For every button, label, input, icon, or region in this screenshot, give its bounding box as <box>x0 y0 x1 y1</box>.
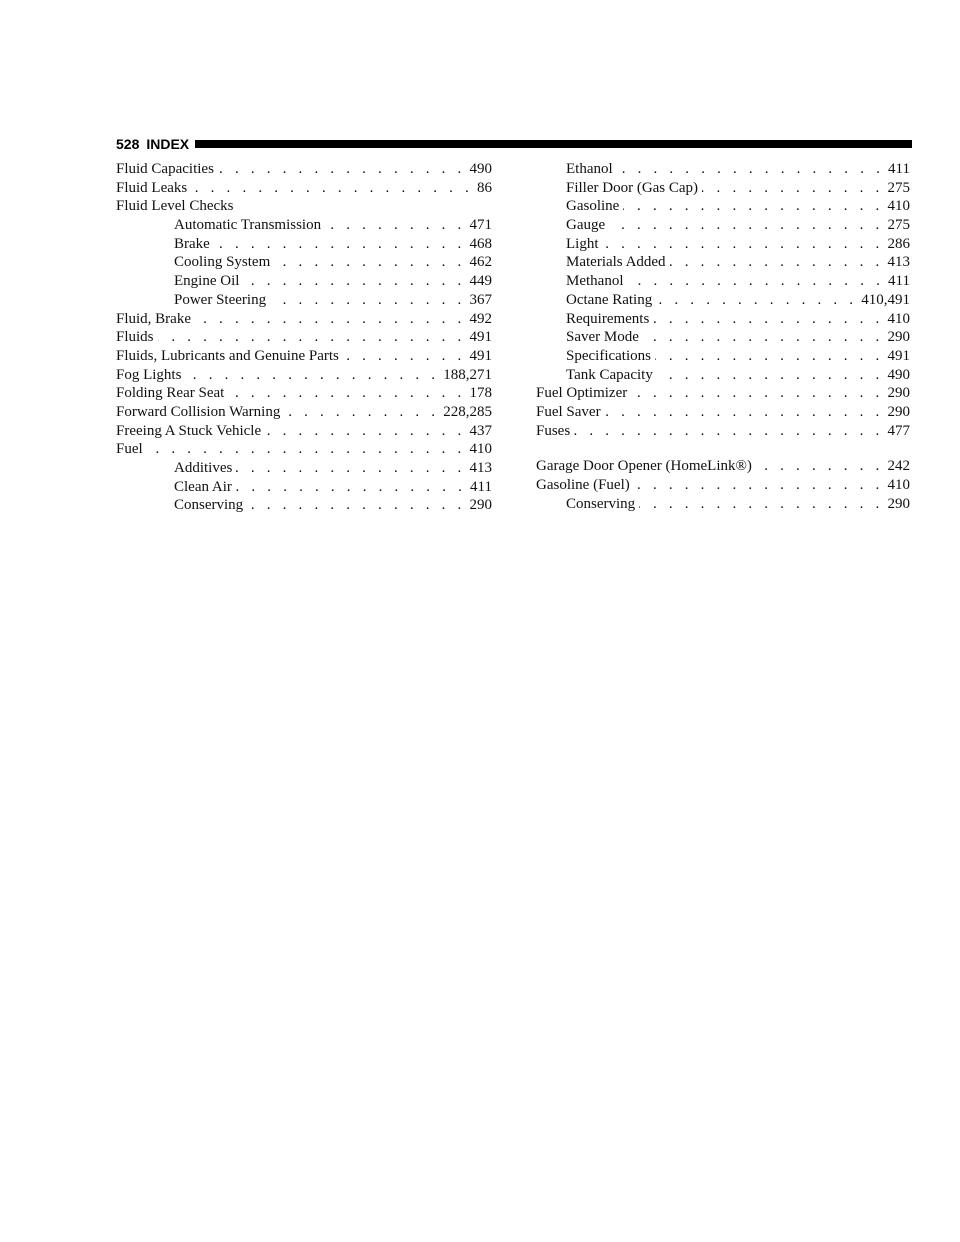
index-entry <box>536 422 910 441</box>
index-entry <box>116 366 492 385</box>
index-entry-label: Freeing A Stuck Vehicle <box>116 422 262 439</box>
dot-leader <box>343 347 466 366</box>
index-column-right <box>536 160 910 513</box>
index-page-ref: 413 <box>469 460 492 476</box>
index-entry <box>116 440 492 459</box>
index-entry-label: Tank Capacity <box>566 366 653 383</box>
index-page-ref: 491 <box>887 347 910 364</box>
index-page-ref: 410 <box>887 310 910 327</box>
dot-leader <box>158 328 466 347</box>
index-page-ref: 410 <box>469 441 492 458</box>
index-page-ref: 491 <box>469 347 492 364</box>
index-page-ref: 290 <box>887 329 910 346</box>
dot-leader <box>631 384 883 403</box>
index-entry-label: Fuel Optimizer <box>536 385 628 402</box>
index-entry-label: Power Steering <box>174 291 267 308</box>
dot-leader <box>702 179 883 198</box>
index-page-ref: 411 <box>470 478 492 495</box>
index-subentry <box>116 291 492 310</box>
dot-leader <box>617 160 884 179</box>
index-entry <box>536 457 910 476</box>
index-entry <box>116 384 492 403</box>
index-subentry <box>536 253 910 272</box>
dot-leader <box>214 235 466 254</box>
dot-leader <box>247 496 465 515</box>
index-entry-label: Gauge <box>566 217 606 234</box>
index-page-ref: 477 <box>887 422 910 439</box>
dot-leader <box>603 235 884 254</box>
index-subentry <box>536 291 910 310</box>
index-entry-label: Engine Oil <box>174 273 240 290</box>
dot-leader <box>655 347 884 366</box>
index-entry <box>536 384 910 403</box>
dot-leader <box>657 366 884 385</box>
index-page-ref: 275 <box>887 179 910 196</box>
index-entry-label: Cooling System <box>174 254 271 271</box>
index-page-ref: 286 <box>887 235 910 252</box>
dot-leader <box>605 403 884 422</box>
index-entry <box>116 160 492 179</box>
index-entry-label: Saver Mode <box>566 329 639 346</box>
index-subentry <box>116 459 492 478</box>
index-entry <box>116 403 492 422</box>
index-page-ref: 410 <box>887 477 910 493</box>
index-entry-label: Fluid, Brake <box>116 310 191 327</box>
index-page-ref: 290 <box>469 497 492 514</box>
index-entry-label: Requirements <box>566 310 650 327</box>
dot-leader <box>236 459 465 478</box>
index-subentry <box>536 179 910 198</box>
index-entry-label: Fluids, Lubricants and Genuine Parts <box>116 347 339 364</box>
index-page-ref: 188,271 <box>443 366 492 383</box>
index-page-ref: 275 <box>887 217 910 234</box>
index-entry <box>116 328 492 347</box>
index-page-ref: 228,285 <box>443 403 492 420</box>
dot-leader <box>670 253 884 272</box>
index-page-ref: 290 <box>887 495 910 512</box>
index-entry-label: Octane Rating <box>566 291 653 308</box>
index-subentry <box>536 347 910 366</box>
index-entry-label: Brake <box>174 235 210 252</box>
index-page-ref: 411 <box>888 161 910 177</box>
index-page-ref: 86 <box>477 179 492 196</box>
index-subentry <box>116 478 492 497</box>
index-entry-label: Fog Lights <box>116 366 182 383</box>
index-subentry <box>116 496 492 515</box>
index-entry-label: Light <box>566 235 599 252</box>
index-page-ref: 471 <box>469 217 492 234</box>
index-subentry <box>116 235 492 254</box>
index-entry-label: Garage Door Opener (HomeLink®) <box>536 458 752 475</box>
index-page-ref: 490 <box>887 366 910 383</box>
index-page-ref: 410 <box>887 198 910 215</box>
page-header <box>116 134 912 154</box>
index-page-ref: 178 <box>469 385 492 402</box>
index-group-gap <box>536 440 910 457</box>
index-entry-label: Materials Added <box>566 254 666 271</box>
index-page-ref: 468 <box>469 235 492 252</box>
header-rule <box>195 140 912 148</box>
index-entry-label: Fuses <box>536 422 571 439</box>
index-entry <box>116 422 492 441</box>
index-subentry <box>116 253 492 272</box>
index-subentry <box>536 197 910 216</box>
index-page-ref: 491 <box>469 329 492 346</box>
dot-leader <box>643 328 884 347</box>
index-subentry <box>536 310 910 329</box>
dot-leader <box>284 403 439 422</box>
index-entry-label: Folding Rear Seat <box>116 385 225 402</box>
dot-leader <box>236 478 466 497</box>
index-entry-label: Fuel Saver <box>536 403 601 420</box>
index-page-ref: 410,491 <box>861 291 910 308</box>
index-entry <box>116 310 492 329</box>
index-entry-label: Fluid Level Checks <box>116 198 234 215</box>
index-subentry <box>536 216 910 235</box>
index-entry-label: Forward Collision Warning <box>116 403 281 420</box>
index-page-ref: 411 <box>888 273 910 290</box>
index-entry-label: Fluid Leaks <box>116 179 188 196</box>
index-page-ref: 462 <box>469 254 492 271</box>
index-subentry <box>116 216 492 235</box>
index-entry-label: Additives <box>174 460 233 476</box>
dot-leader <box>756 457 884 476</box>
dot-leader <box>195 310 466 329</box>
index-entry-label: Gasoline (Fuel) <box>536 477 630 493</box>
dot-leader <box>218 160 466 179</box>
index-page-ref: 290 <box>887 403 910 420</box>
dot-leader <box>639 495 883 514</box>
index-entry <box>116 347 492 366</box>
dot-leader <box>634 476 884 495</box>
index-entry <box>536 403 910 422</box>
dot-leader <box>623 197 883 216</box>
dot-leader <box>274 253 465 272</box>
index-page-ref: 490 <box>469 161 492 177</box>
dot-leader <box>243 272 465 291</box>
index-page-ref: 413 <box>887 254 910 271</box>
dot-leader <box>191 179 473 198</box>
index-subentry <box>536 328 910 347</box>
index-entry-label: Conserving <box>174 497 244 514</box>
index-entry-label: Specifications <box>566 347 651 364</box>
index-entry <box>536 476 910 495</box>
index-page-ref: 242 <box>887 458 910 475</box>
index-column-left <box>116 160 492 515</box>
index-entry-label: Clean Air <box>174 478 232 495</box>
index-entry-label: Filler Door (Gas Cap) <box>566 179 699 196</box>
index-page-ref: 437 <box>469 422 492 439</box>
index-entry-label: Fluids <box>116 329 154 346</box>
index-entry-label: Fuel <box>116 441 143 458</box>
index-page-ref: 492 <box>469 310 492 327</box>
index-entry <box>116 179 492 198</box>
index-page-ref: 290 <box>887 385 910 402</box>
index-entry-label: Automatic Transmission <box>174 217 322 234</box>
dot-leader <box>270 291 465 310</box>
index-entry-label: Fluid Capacities <box>116 161 214 177</box>
dot-leader <box>147 440 466 459</box>
dot-leader <box>609 216 883 235</box>
dot-leader <box>628 272 885 291</box>
dot-leader <box>325 216 465 235</box>
index-subentry <box>536 235 910 254</box>
dot-leader <box>653 310 883 329</box>
index-page-ref: 367 <box>469 291 492 308</box>
dot-leader <box>185 366 439 385</box>
dot-leader <box>228 384 465 403</box>
index-subentry <box>536 160 910 179</box>
dot-leader <box>265 422 465 441</box>
index-subentry <box>536 366 910 385</box>
dot-leader <box>656 291 857 310</box>
page-number: 528 <box>116 136 140 152</box>
index-entry-label: Gasoline <box>566 198 620 215</box>
index-entry-label: Conserving <box>566 495 636 512</box>
index-subentry <box>536 495 910 514</box>
index-subentry <box>116 272 492 291</box>
section-title: INDEX <box>146 136 190 152</box>
dot-leader <box>574 422 883 441</box>
index-entry-label: Ethanol <box>566 161 613 177</box>
index-heading <box>116 197 492 216</box>
index-entry-label: Methanol <box>566 273 624 290</box>
index-subentry <box>536 272 910 291</box>
index-page-ref: 449 <box>469 273 492 290</box>
